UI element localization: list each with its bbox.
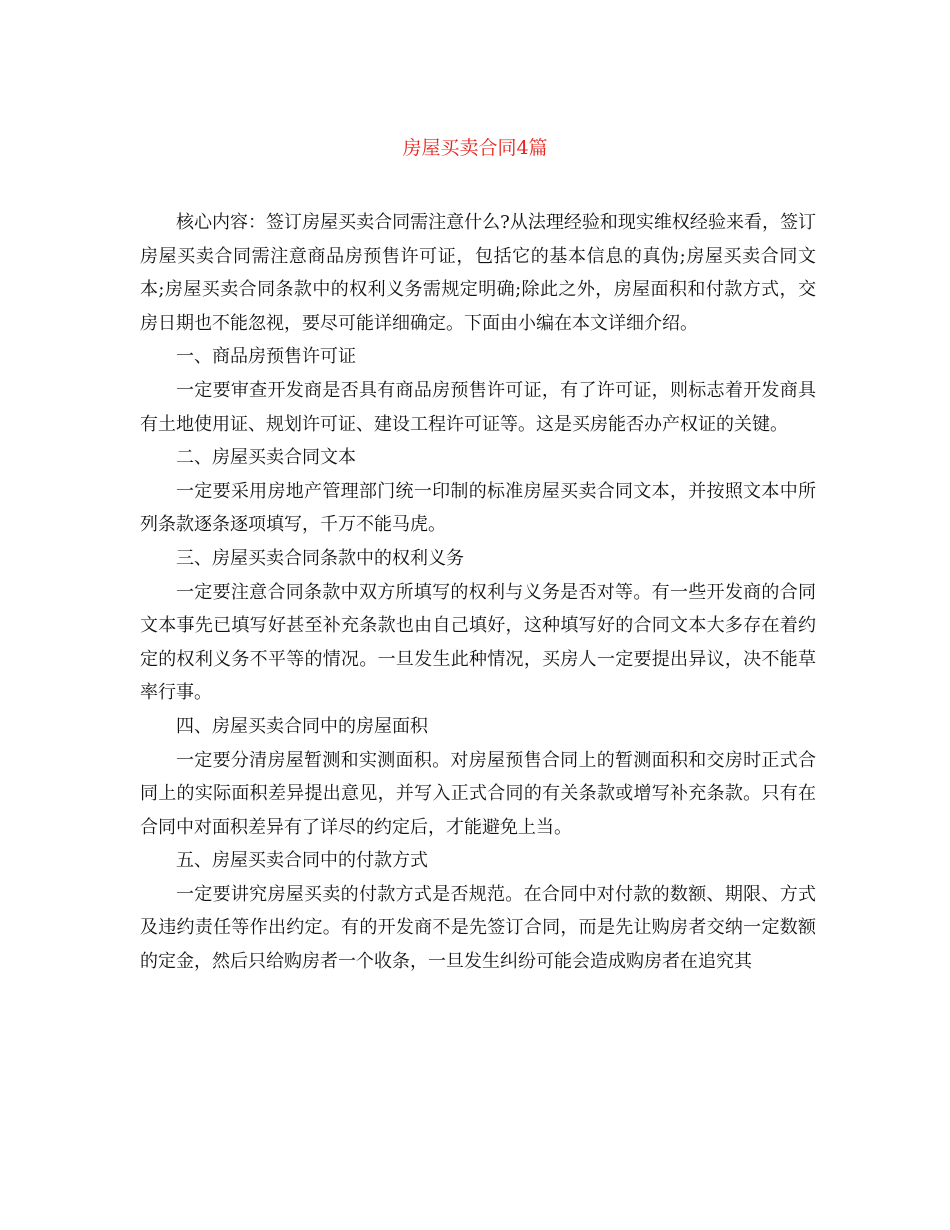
intro-paragraph: 核心内容：签订房屋买卖合同需注意什么?从法理经验和现实维权经验来看，签订房屋买卖合同需注意商品房预售许可证，包括它的基本信息的真伪;房屋买卖合同文本;房屋买卖合同条款中的权利义务需规定明确;除此之外，房屋面积和付款方式，交房日期也不能忽视，要尽可能详细确定。下面由小编在本文详细介绍。	[140, 212, 816, 334]
document-body	[140, 206, 816, 979]
section-paragraph-5: 一定要讲究房屋买卖的付款方式是否规范。在合同中对付款的数额、期限、方式及违约责任等作出约定。有的开发商不是先签订合同，而是先让购房者交纳一定数额的定金，然后只给购房者一个收条，一旦发生纠纷可能会造成购房者在追究其	[140, 883, 816, 973]
section-paragraph-4: 一定要分清房屋暂测和实测面积。对房屋预售合同上的暂测面积和交房时正式合同上的实际面积差异提出意见，并写入正式合同的有关条款或增写补充条款。只有在合同中对面积差异有了详尽的约定后，才能避免上当。	[140, 749, 816, 838]
section-paragraph-1: 一定要审查开发商是否具有商品房预售许可证，有了许可证，则标志着开发商具有土地使用证、规划许可证、建设工程许可证等。这是买房能否办产权证的关键。	[140, 379, 816, 435]
section-heading-1: 一、商品房预售许可证	[176, 346, 356, 368]
section-heading-5: 五、房屋买卖合同中的付款方式	[176, 850, 428, 872]
section-paragraph-3: 一定要注意合同条款中双方所填写的权利与义务是否对等。有一些开发商的合同文本事先已填写好甚至补充条款也由自己填好，这种填写好的合同文本大多存在着约定的权利义务不平等的情况。一旦发生此种情况，买房人一定要提出异议，决不能草率行事。	[140, 581, 816, 704]
section-heading-3: 三、房屋买卖合同条款中的权利义务	[176, 547, 464, 569]
section-heading-4: 四、房屋买卖合同中的房屋面积	[176, 715, 428, 737]
section-paragraph-2: 一定要采用房地产管理部门统一印制的标准房屋买卖合同文本，并按照文本中所列条款逐条逐项填写，千万不能马虎。	[140, 480, 816, 536]
document-title: 房屋买卖合同4篇	[402, 137, 548, 159]
section-heading-2: 二、房屋买卖合同文本	[176, 447, 356, 469]
